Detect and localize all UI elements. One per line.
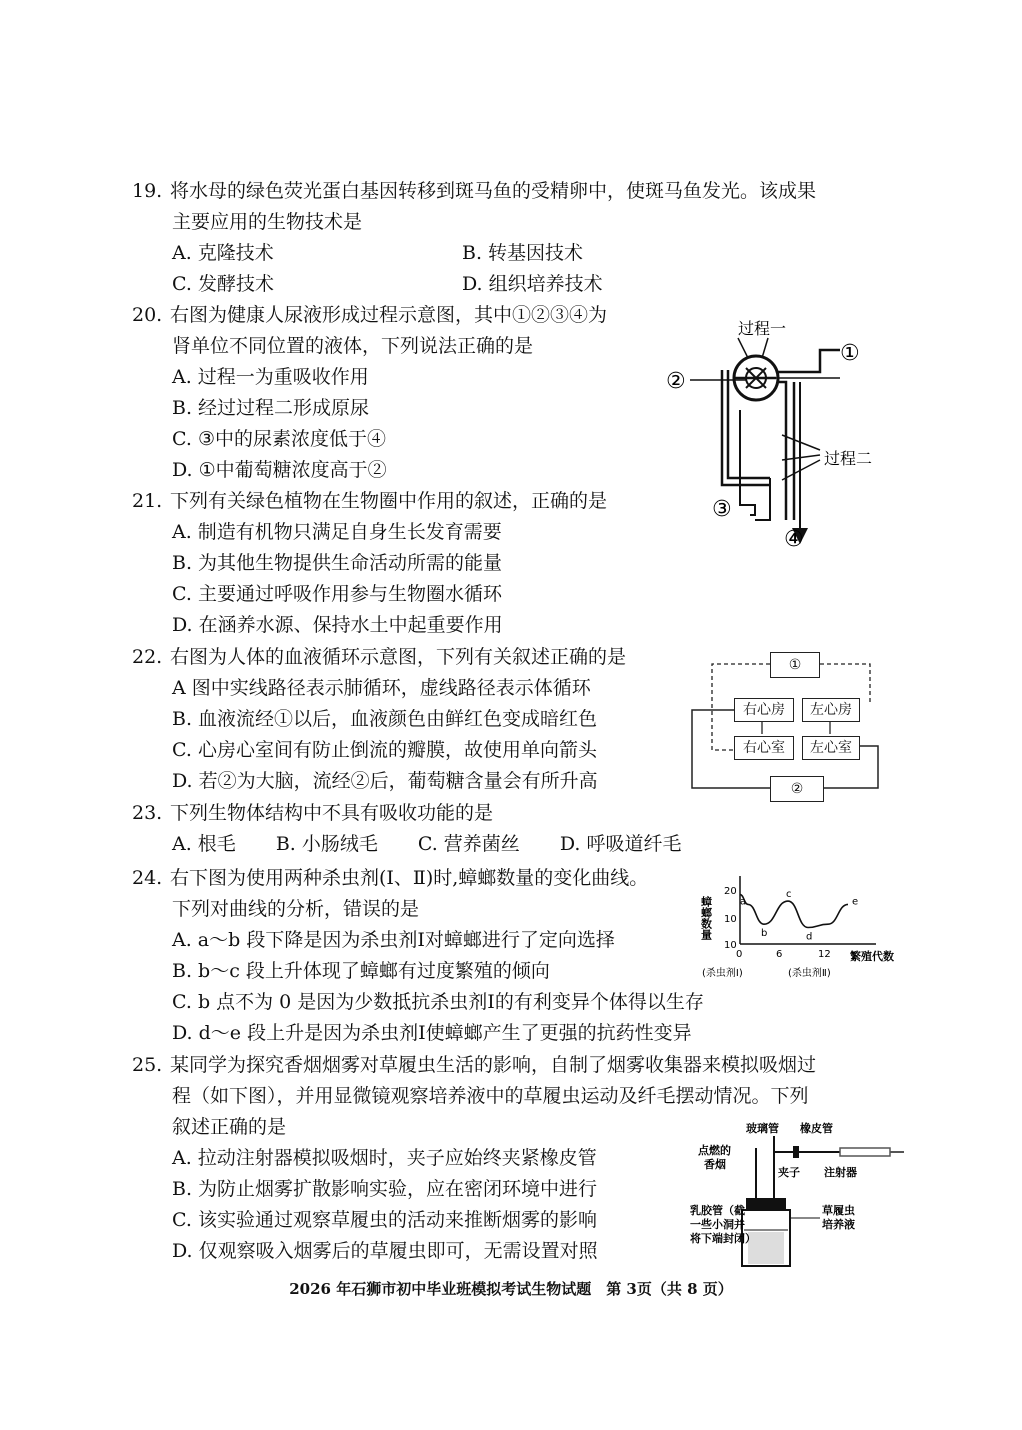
left-ventricle: 左心室 <box>802 736 860 760</box>
question-stem: 某同学为探究香烟烟雾对草履虫生活的影响，自制了烟雾收集器来模拟吸烟过 <box>170 1054 817 1076</box>
latex-label-1: 乳胶管（截 <box>690 1204 745 1217</box>
question-number: 20. <box>132 304 163 326</box>
option-d: D. 呼吸道纤毛 <box>559 833 682 855</box>
option-d: D. 仅观察吸入烟雾后的草履虫即可，无需设置对照 <box>172 1240 598 1262</box>
question-number: 22. <box>132 646 163 668</box>
y-tick-10-bottom: 10 <box>724 940 737 951</box>
box-2: ② <box>770 776 824 802</box>
mark-1: ① <box>840 341 860 366</box>
y-tick-10: 10 <box>724 914 737 925</box>
x-sub-label-1: (杀虫剂Ⅰ) <box>702 968 743 979</box>
question-stem: 右图为健康人尿液形成过程示意图，其中①②③④为 <box>170 304 608 326</box>
option-b: B. 转基因技术 <box>462 242 584 264</box>
option-b: B. 小肠绒毛 <box>275 833 378 855</box>
right-atrium: 右心房 <box>734 698 794 722</box>
option-c: C. 心房心室间有防止倒流的瓣膜，故使用单向箭头 <box>172 739 597 761</box>
series-line <box>740 895 848 928</box>
question-19 <box>132 176 892 300</box>
option-b: B. 血液流经①以后，血液颜色由鲜红色变成暗红色 <box>172 708 598 730</box>
option-c: C. 营养菌丝 <box>417 833 520 855</box>
option-a: A 图中实线路径表示肺循环，虚线路径表示体循环 <box>172 677 591 699</box>
page-footer: 2026 年石狮市初中毕业班模拟考试生物试题 第 3页（共 8 页） <box>289 1280 733 1298</box>
question-20 <box>132 300 692 486</box>
left-atrium: 左心房 <box>802 698 860 722</box>
question-stem-cont: 主要应用的生物技术是 <box>172 211 363 233</box>
option-a: A. a～b 段下降是因为杀虫剂Ⅰ对蟑螂进行了定向选择 <box>172 929 615 951</box>
x-tick-0: 0 <box>736 949 743 960</box>
option-d: D. 在涵养水源、保持水土中起重要作用 <box>172 614 503 636</box>
question-stem-cont: 程（如下图），并用显微镜观察培养液中的草履虫运动及纤毛摆动情况。下列 <box>172 1085 809 1107</box>
option-b: B. 为防止烟雾扩散影响实验，应在密闭环境中进行 <box>172 1178 598 1200</box>
clip-label: 夹子 <box>778 1166 800 1179</box>
point-label-b: b <box>761 928 768 940</box>
question-stem: 右图为人体的血液循环示意图，下列有关叙述正确的是 <box>170 646 627 668</box>
option-a: A. 克隆技术 <box>172 242 274 264</box>
culture-label-1: 草履虫 <box>822 1204 855 1217</box>
option-c: C. b 点不为 0 是因为少数抵抗杀虫剂Ⅰ的有利变异个体得以生存 <box>172 991 704 1013</box>
option-d: D. 组织培养技术 <box>462 273 603 295</box>
cigarette-label-2: 香烟 <box>704 1158 726 1171</box>
question-stem: 右下图为使用两种杀虫剂(Ⅰ、Ⅱ)时,蟑螂数量的变化曲线。 <box>170 867 649 889</box>
circulation-diagram <box>690 650 890 810</box>
cockroach-chart <box>700 868 900 980</box>
mark-3: ③ <box>712 497 732 522</box>
x-tick-6: 6 <box>776 949 783 960</box>
box-1: ① <box>770 652 820 678</box>
question-number: 19. <box>132 180 163 202</box>
option-d: D. 若②为大脑，流经②后，葡萄糖含量会有所升高 <box>172 770 598 792</box>
point-label-c: c <box>786 889 792 901</box>
question-stem-cont: 下列对曲线的分析，错误的是 <box>172 898 420 920</box>
question-22 <box>132 642 692 797</box>
option-c: C. 主要通过呼吸作用参与生物圈水循环 <box>172 583 502 605</box>
rubber-tube-label: 橡皮管 <box>800 1122 833 1135</box>
option-b: B. 为其他生物提供生命活动所需的能量 <box>172 552 503 574</box>
nephron-diagram <box>660 310 900 550</box>
mark-2: ② <box>666 369 686 394</box>
question-number: 24. <box>132 867 163 889</box>
question-number: 23. <box>132 802 163 824</box>
question-number: 25. <box>132 1054 163 1076</box>
mark-4: ④ <box>784 527 804 550</box>
option-a: A. 过程一为重吸收作用 <box>172 366 369 388</box>
question-stem: 将水母的绿色荧光蛋白基因转移到斑马鱼的受精卵中，使斑马鱼发光。该成果 <box>170 180 817 202</box>
y-tick-20: 20 <box>724 886 737 897</box>
x-axis-label: 繁殖代数 <box>850 950 894 963</box>
point-label-e: e <box>852 896 859 908</box>
question-stem: 下列有关绿色植物在生物圈中作用的叙述，正确的是 <box>170 490 608 512</box>
question-stem-cont-2: 叙述正确的是 <box>172 1116 287 1138</box>
option-c: C. ③中的尿素浓度低于④ <box>172 428 386 450</box>
glass-tube-label: 玻璃管 <box>746 1122 779 1135</box>
point-label-a: a <box>740 896 747 908</box>
question-stem: 下列生物体结构中不具有吸收功能的是 <box>170 802 494 824</box>
option-b: B. 经过过程二形成原尿 <box>172 397 370 419</box>
cigarette-label-1: 点燃的 <box>698 1144 731 1157</box>
right-ventricle: 右心室 <box>734 736 794 760</box>
label-process-1: 过程一 <box>738 319 787 338</box>
option-d: D. ①中葡萄糖浓度高于② <box>172 459 387 481</box>
question-stem-cont: 肾单位不同位置的液体，下列说法正确的是 <box>172 335 534 357</box>
option-c: C. 该实验通过观察草履虫的活动来推断烟雾的影响 <box>172 1209 597 1231</box>
option-d: D. d～e 段上升是因为杀虫剂Ⅰ使蟑螂产生了更强的抗药性变异 <box>172 1022 692 1044</box>
question-21 <box>132 486 692 641</box>
label-process-2: 过程二 <box>824 449 873 468</box>
y-axis-label: 蟑螂数量 <box>700 896 713 940</box>
x-sub-label-2: (杀虫剂Ⅱ) <box>788 968 831 979</box>
latex-label-2: 一些小洞并 <box>690 1218 745 1231</box>
option-b: B. b～c 段上升体现了蟑螂有过度繁殖的倾向 <box>172 960 550 982</box>
latex-label-3: 将下端封闭） <box>690 1232 756 1245</box>
x-tick-12: 12 <box>818 949 831 960</box>
question-23 <box>132 798 892 860</box>
option-c: C. 发酵技术 <box>172 273 274 295</box>
option-a: A. 制造有机物只满足自身生长发育需要 <box>172 521 502 543</box>
syringe-label: 注射器 <box>824 1166 857 1179</box>
option-a: A. 拉动注射器模拟吸烟时，夹子应始终夹紧橡皮管 <box>172 1147 597 1169</box>
question-number: 21. <box>132 490 163 512</box>
smoke-collector-diagram <box>690 1118 910 1268</box>
point-label-d: d <box>806 931 813 943</box>
culture-label-2: 培养液 <box>822 1218 855 1231</box>
option-a: A. 根毛 <box>172 833 236 855</box>
